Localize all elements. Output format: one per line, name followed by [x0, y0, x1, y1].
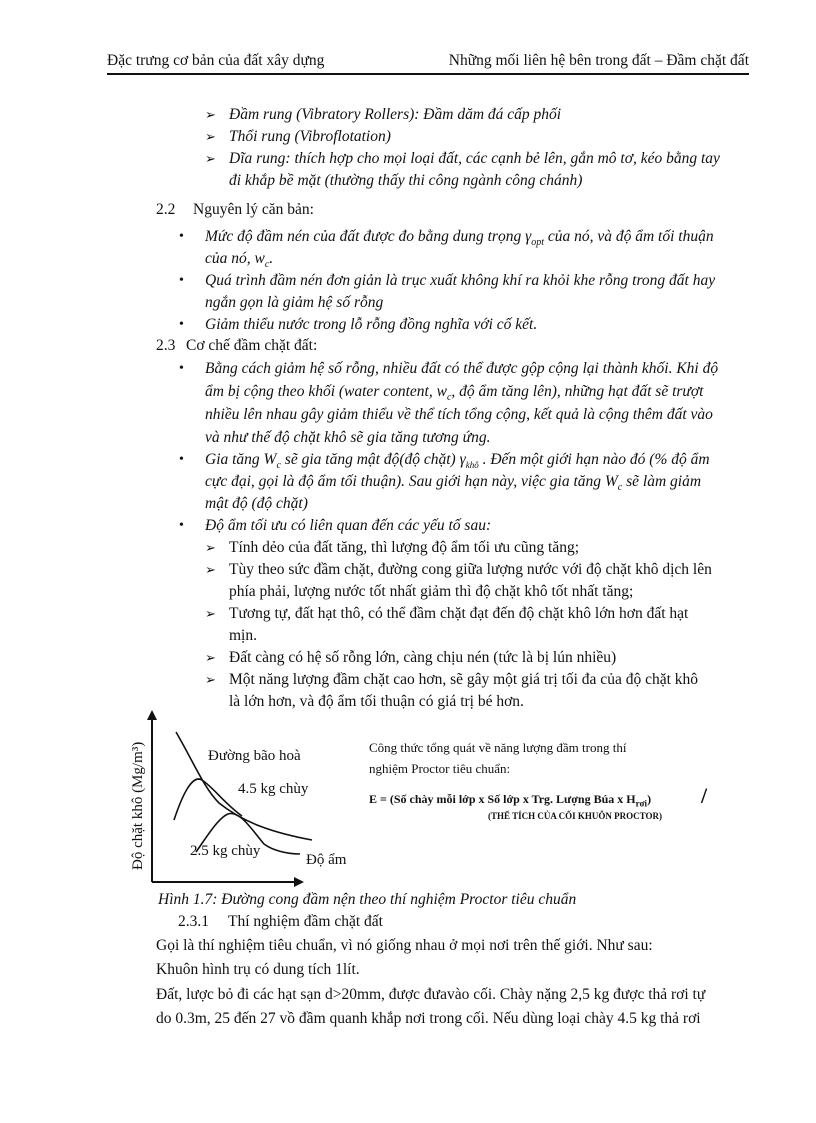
- section-number: 2.2: [156, 201, 176, 218]
- section-title: Nguyên lý căn bản:: [193, 201, 314, 218]
- list-item: Mức độ đầm nén của đất được đo bằng dung trọng $\gamma_{opt}$ của nó, và độ ẩm tối thuận: [205, 228, 714, 249]
- list-item: Quá trình đầm nén đơn giản là trục xuất không khí ra khỏi khe rỗng trong đất hay: [205, 272, 716, 289]
- section-title: Cơ chế đầm chặt đất:: [186, 337, 318, 354]
- list-item: Tùy theo sức đầm chặt, đường cong giữa lượng nước với độ chặt khô dịch lên: [229, 561, 712, 578]
- list-item-continuation: phía phải, lượng nước tốt nhất giảm thì độ chặt khô tốt nhất tăng;: [229, 583, 634, 600]
- bullet-icon: •: [179, 452, 184, 467]
- list-item: Đất càng có hệ số rỗng lớn, càng chịu nén (tức là bị lún nhiều): [229, 649, 617, 666]
- curve-2-5kg-label: 2.5 kg chùy: [190, 843, 261, 859]
- bullet-icon: •: [179, 273, 184, 288]
- list-item-continuation: ẩm bị cộng theo khối (water content, $w_c$, độ ẩm tăng lên), những hạt đất sẽ trượt: [205, 383, 704, 404]
- header-right: Những mối liên hệ bên trong đất – Đầm chặt đất: [448, 52, 749, 69]
- list-item-continuation: và như thế độ chặt khô sẽ gia tăng tương ứng.: [205, 429, 491, 446]
- list-item-continuation: cực đại, gọi là độ ẩm tối thuận). Sau giới hạn này, việc gia tăng $W_c$ sẽ làm giảm: [205, 473, 702, 494]
- formula-slash: /: [701, 783, 708, 808]
- list-item: Một năng lượng đầm chặt cao hơn, sẽ gây một giá trị tối đa của độ chặt khô: [229, 671, 699, 688]
- arrow-bullet-icon: ➢: [205, 151, 216, 166]
- arrow-bullet-icon: ➢: [205, 672, 216, 687]
- list-item-continuation: của nó, $w_c$.: [205, 250, 274, 271]
- arrow-bullet-icon: ➢: [205, 562, 216, 577]
- x-axis-arrow-icon: [294, 877, 304, 887]
- arrow-bullet-icon: ➢: [205, 650, 216, 665]
- header-left: Đặc trưng cơ bản của đất xây dựng: [107, 52, 325, 69]
- list-item: Dĩa rung: thích hợp cho mọi loại đất, các cạnh bẻ lên, gắn mô tơ, kéo bằng tay: [229, 150, 720, 167]
- paragraph-line: do 0.3m, 25 đến 27 vồ đầm quanh khắp nơi trong cối. Nếu dùng loại chày 4.5 kg thả rơi: [156, 1010, 701, 1027]
- x-axis-label: Độ ẩm: [306, 852, 347, 868]
- list-item-continuation: là lớn hơn, và độ ẩm tối thuận có giá trị bé hơn.: [229, 693, 524, 710]
- list-item: Bằng cách giảm hệ số rỗng, nhiều đất có thể được gộp cộng lại thành khối. Khi độ: [205, 360, 719, 377]
- arrow-bullet-icon: ➢: [205, 107, 216, 122]
- arrow-bullet-icon: ➢: [205, 540, 216, 555]
- bullet-icon: •: [179, 229, 184, 244]
- y-axis-label: Độ chặt khô (Mg/m³): [130, 741, 146, 870]
- paragraph-line: Đất, lược bỏ đi các hạt sạn d>20mm, được đưavào cối. Chày nặng 2,5 kg được thả rơi tự: [156, 986, 706, 1003]
- paragraph-line: Khuôn hình trụ có dung tích 1lít.: [156, 961, 360, 978]
- arrow-bullet-icon: ➢: [205, 606, 216, 621]
- formula-expression: E = (Số chày mỗi lớp x Số lớp x Trg. Lượng Búa x $H_{rơi}$): [369, 792, 652, 809]
- page-header: [107, 52, 749, 74]
- header-rule: [107, 73, 749, 75]
- formula-denominator: (THỂ TÍCH CỦA CỐI KHUÔN PROCTOR): [488, 811, 662, 821]
- formula-intro-line1: Công thức tổng quát về năng lượng đầm trong thí: [369, 740, 627, 755]
- list-item-continuation: mật độ (độ chặt): [205, 495, 308, 512]
- list-item: Tính dẻo của đất tăng, thì lượng độ ẩm tối ưu cũng tăng;: [229, 539, 579, 556]
- list-item-continuation: nhiều lên nhau gây giảm thiểu về thể tích tổng cộng, kết quả là cộng thêm đất vào: [205, 406, 713, 423]
- list-item: Tương tự, đất hạt thô, có thể đầm chặt đạt đến độ chặt khô lớn hơn đất hạt: [229, 605, 689, 622]
- section-number: 2.3: [156, 337, 176, 354]
- saturation-label: Đường bão hoà: [208, 748, 301, 764]
- section-title: Thí nghiệm đầm chặt đất: [228, 913, 383, 930]
- list-item: Gia tăng $W_c$ sẽ gia tăng mật độ(độ chặt) $\gamma_{khô}$ . Đến một giới hạn nào đó (% độ ẩm: [205, 451, 710, 472]
- bullet-icon: •: [179, 317, 184, 332]
- formula-intro-line2: nghiệm Proctor tiêu chuẩn:: [369, 761, 511, 776]
- list-item: Thổi rung (Vibroflotation): [229, 128, 391, 145]
- paragraph-line: Gọi là thí nghiệm tiêu chuẩn, vì nó giống nhau ở mọi nơi trên thế giới. Như sau:: [156, 937, 653, 954]
- list-item: Độ ẩm tối ưu có liên quan đến các yếu tố sau:: [205, 517, 492, 534]
- arrow-bullet-icon: ➢: [205, 129, 216, 144]
- section-number: 2.3.1: [178, 913, 209, 930]
- list-item-continuation: ngắn gọn là giảm hệ số rỗng: [205, 294, 384, 311]
- list-item: Giảm thiểu nước trong lỗ rỗng đồng nghĩa với cố kết.: [205, 316, 538, 333]
- bullet-icon: •: [179, 361, 184, 376]
- list-item-continuation: mịn.: [229, 627, 257, 644]
- figure-caption: Hình 1.7: Đường cong đầm nện theo thí nghiệm Proctor tiêu chuẩn: [158, 891, 577, 908]
- list-item-continuation: đi khắp bề mặt (thường thấy thi công ngành công chánh): [229, 172, 583, 189]
- curve-4-5kg-label: 4.5 kg chùy: [238, 781, 309, 797]
- bullet-icon: •: [179, 518, 184, 533]
- list-item: Đầm rung (Vibratory Rollers): Đầm dăm đá cấp phối: [229, 106, 562, 123]
- y-axis-arrow-icon: [147, 710, 157, 720]
